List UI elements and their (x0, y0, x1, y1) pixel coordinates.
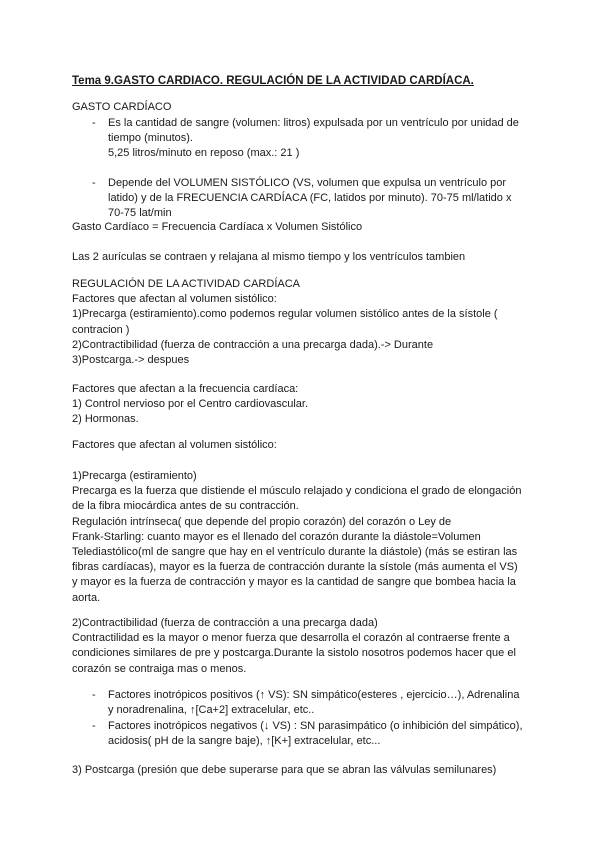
frecuencia-section: Factores que afectan a la frecuencia cardíaca: 1) Control nervioso por el Centro cardiovascular. 2) Hormonas. (72, 383, 309, 426)
postcarga-line: 3) Postcarga (presión que debe superarse para que se abran las válvulas semilunares) (72, 764, 497, 776)
factores-vs-line: Factores que afectan al volumen sistólico: (72, 439, 277, 451)
contractilidad-section: 2)Contractibilidad (fuerza de contracción a una precarga dada) Contractilidad es la mayor o menor fuerza que desarrolla el corazón al contraerse frente a condiciones similares de pre y postcarga.Durante la sistolo nosotros podemos hacer que el corazón se contraiga mas o menos. (72, 617, 516, 675)
gasto-heading: GASTO CARDÍACO (72, 101, 172, 113)
bullet-definition: - Es la cantidad de sangre (volumen: litros) expulsada por un ventrículo por unidad de tiempo (minutos). 5,25 litros/minuto en reposo (max.: 21 ) (92, 117, 519, 160)
regulacion-section: REGULACIÓN DE LA ACTIVIDAD CARDÍACA Factores que afectan al volumen sistólico: 1)Precarga (estiramiento).como podemos regular volumen sistólico antes de la sístole ( contracion ) 2)Contractibilidad (fuerza de contracción a una precarga dada).-> Durante 3)Postcarga.-> despues (72, 278, 498, 367)
document-title: Tema 9.GASTO CARDIACO. REGULACIÓN DE LA ACTIVIDAD CARDÍACA. (72, 75, 474, 87)
bullet-dependencia: - Depende del VOLUMEN SISTÓLICO (VS, volumen que expulsa un ventrículo por latido) y de la FRECUENCIA CARDÍACA (FC, latidos por minuto). 70-75 ml/latido x 70-75 lat/min (92, 177, 512, 220)
precarga-section: 1)Precarga (estiramiento) Precarga es la fuerza que distiende el músculo relajado y condiciona el grado de elongación de la fibra miocárdica antes de su contracción. Regulación intrínseca( que depende del propio corazón) del corazón o Ley de Frank-Starling: cuanto mayor es el llenado del corazón durante la diástole=Volumen Telediastólico(ml de sangre que hay en el ventrículo durante la diástole) (más se estiran las fibras cardíacas), mayor es la fuerza de contracción durante la sístole (más aumenta el VS) y mayor es la fuerza de contracción y mayor es la cantidad de sangre que bombea hacia la aorta. (72, 470, 522, 604)
formula-line: Gasto Cardíaco = Frecuencia Cardíaca x Volumen Sistólico (72, 221, 363, 233)
auriculas-line: Las 2 aurículas se contraen y relajana al mismo tiempo y los ventrículos tambien (72, 251, 466, 263)
bullet-inotropicos-negativos: - Factores inotrópicos negativos (↓ VS) : SN parasimpático (o inhibición del simpático), acidosis( pH de la sangre baje), ↑[K+] extracelular, etc... (92, 720, 523, 748)
bullet-inotropicos-positivos: - Factores inotrópicos positivos (↑ VS): SN simpático(esteres , ejercicio…), Adrenalina y noradrenalina, ↑[Ca+2] extracelular, etc.. (92, 689, 520, 717)
